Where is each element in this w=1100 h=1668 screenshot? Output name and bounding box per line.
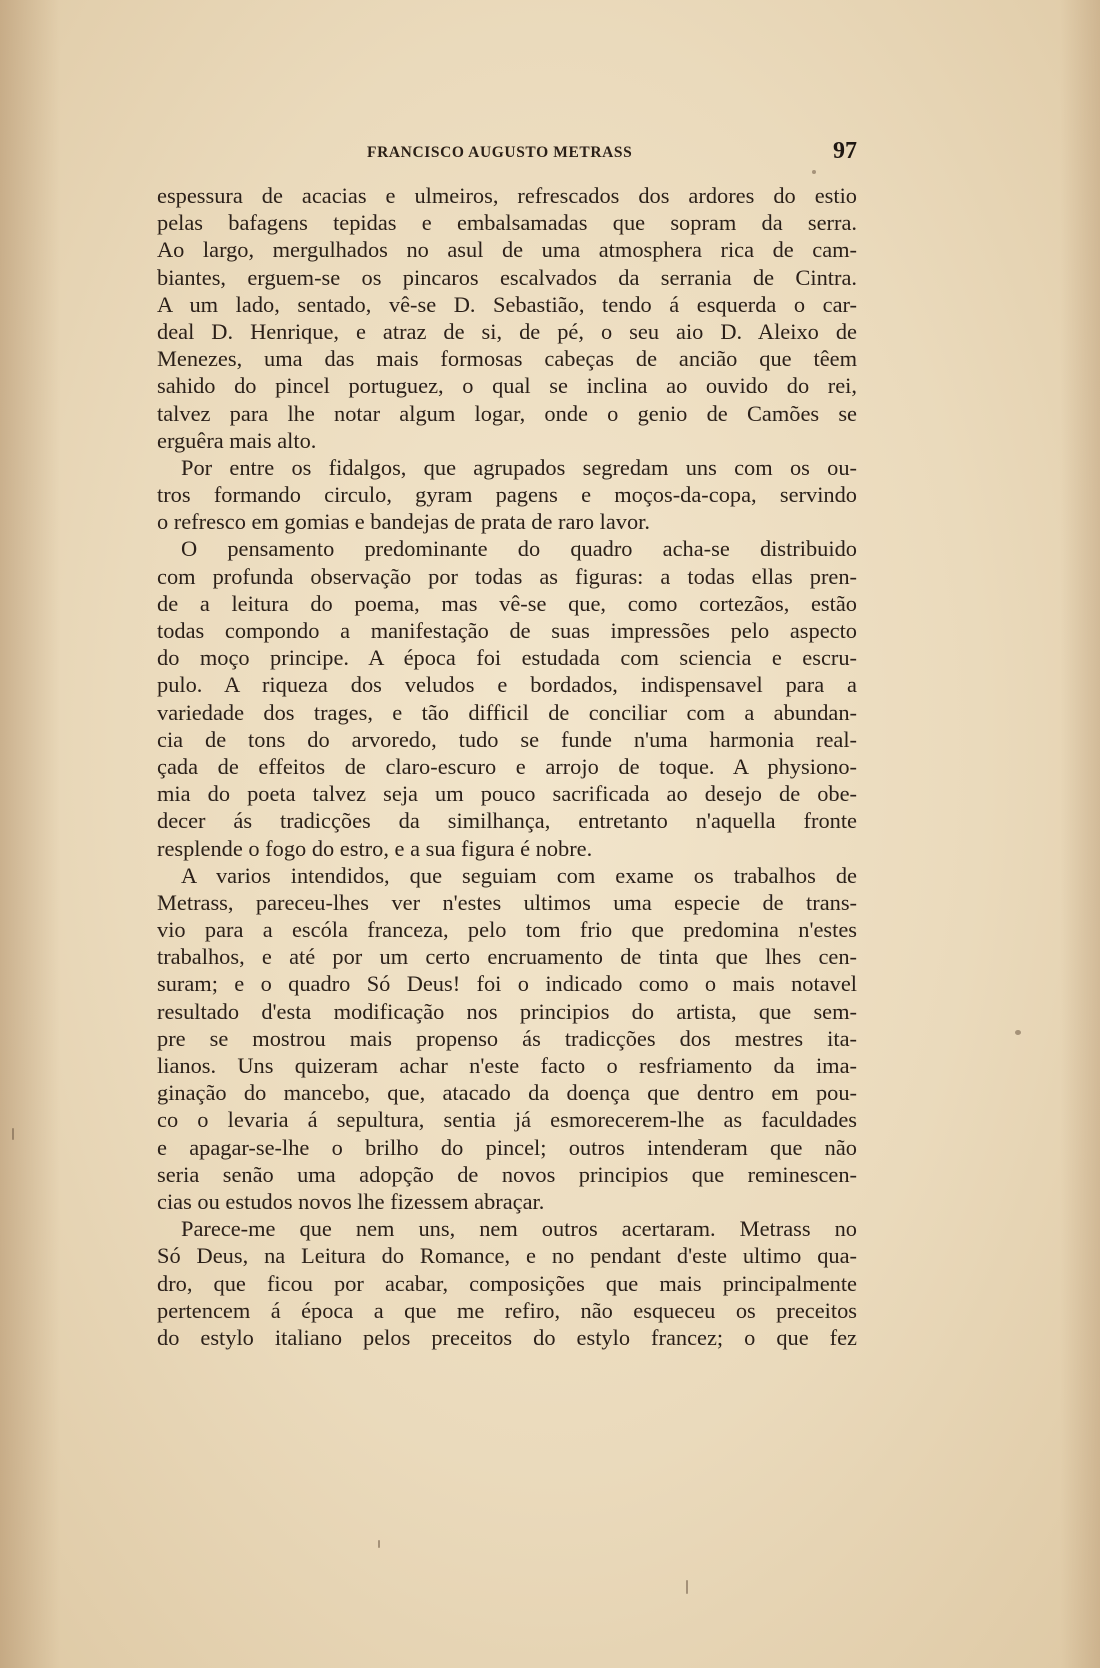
text-line: decer ás tradicções da similhança, entretanto n'aquella fronte	[157, 808, 857, 834]
text-line: talvez para lhe notar algum logar, onde o genio de Camões se	[157, 400, 857, 426]
ink-speck	[1015, 1030, 1021, 1035]
text-line: resplende o fogo do estro, e a sua figura é nobre.	[157, 835, 593, 861]
text-line: A um lado, sentado, vê-se D. Sebastião, tendo á esquerda o car-	[157, 291, 857, 317]
text-line: suram; e o quadro Só Deus! foi o indicado como o mais notavel	[157, 971, 857, 997]
text-line: cias ou estudos novos lhe fizessem abraçar.	[157, 1188, 545, 1214]
text-line: pertencem á época a que me refiro, não esqueceu os preceitos	[157, 1297, 857, 1323]
ink-speck	[686, 1580, 688, 1594]
text-line: trabalhos, e até por um certo encruamento de tinta que lhes cen-	[157, 944, 857, 970]
text-line: sahido do pincel portuguez, o qual se inclina ao ouvido do rei,	[157, 373, 857, 399]
ink-speck	[378, 1540, 380, 1548]
text-line: com profunda observação por todas as figuras: a todas ellas pren-	[157, 563, 857, 589]
text-line: vio para a escóla franceza, pelo tom frio que predomina n'estes	[157, 917, 857, 943]
ink-speck	[12, 1128, 14, 1140]
text-line: Ao largo, mergulhados no asul de uma atmosphera rica de cam-	[157, 237, 857, 263]
text-line: mia do poeta talvez seja um pouco sacrificada ao desejo de obe-	[157, 781, 857, 807]
body-text	[157, 182, 857, 1351]
text-line: erguêra mais alto.	[157, 427, 317, 453]
text-line: pelas bafagens tepidas e embalsamadas que sopram da serra.	[157, 210, 857, 236]
text-line: e apagar-se-lhe o brilho do pincel; outros intenderam que não	[157, 1134, 857, 1160]
text-line: seria senão uma adopção de novos principios que reminescen-	[157, 1161, 857, 1187]
text-line: tros formando circulo, gyram pagens e moços-da-copa, servindo	[157, 482, 857, 508]
text-line: Menezes, uma das mais formosas cabeças de ancião que têem	[157, 346, 857, 372]
text-line: Por entre os fidalgos, que agrupados segredam uns com os ou-	[181, 454, 857, 480]
text-line: A varios intendidos, que seguiam com exame os trabalhos de	[181, 862, 857, 888]
text-line: Só Deus, na Leitura do Romance, e no pendant d'este ultimo qua-	[157, 1243, 857, 1269]
text-line: ginação do mancebo, que, atacado da doença que dentro em pou-	[157, 1080, 857, 1106]
text-line: todas compondo a manifestação de suas impressões pelo aspecto	[157, 618, 857, 643]
text-line: resultado d'esta modificação nos principios do artista, que sem-	[157, 998, 857, 1024]
text-line: Parece-me que nem uns, nem outros acertaram. Metrass no	[181, 1216, 857, 1242]
text-line: cia de tons do arvoredo, tudo se funde n'uma harmonia real-	[157, 726, 857, 752]
text-line: pulo. A riqueza dos veludos e bordados, indispensavel para a	[157, 672, 857, 698]
text-line: biantes, erguem-se os pincaros escalvados da serrania de Cintra.	[157, 264, 857, 290]
running-head	[157, 140, 857, 170]
text-line: de a leitura do poema, mas vê-se que, como cortezãos, estão	[157, 590, 857, 616]
text-line: co o levaria á sepultura, sentia já esmorecerem-lhe as faculdades	[157, 1107, 857, 1133]
text-line: espessura de acacias e ulmeiros, refrescados dos ardores do estio	[157, 183, 857, 208]
text-line: pre se mostrou mais propenso ás tradicções dos mestres ita-	[157, 1025, 857, 1051]
running-title: FRANCISCO AUGUSTO METRASS	[367, 144, 633, 161]
text-line: Metrass, pareceu-lhes ver n'estes ultimos uma especie de trans-	[157, 889, 857, 915]
text-line: do estylo italiano pelos preceitos do estylo francez; o que fez	[157, 1324, 857, 1350]
text-line: variedade dos trages, e tão difficil de conciliar com a abundan-	[157, 699, 857, 725]
page-number: 97	[833, 138, 857, 164]
text-line: o refresco em gomias e bandejas de prata de raro lavor.	[157, 509, 650, 535]
text-line: lianos. Uns quizeram achar n'este facto o resfriamento da ima-	[157, 1053, 857, 1078]
text-line: dro, que ficou por acabar, composições que mais principalmente	[157, 1270, 857, 1296]
text-line: O pensamento predominante do quadro acha-se distribuido	[181, 536, 857, 562]
text-line: deal D. Henrique, e atraz de si, de pé, o seu aio D. Aleixo de	[157, 318, 857, 344]
text-line: do moço principe. A época foi estudada com sciencia e escru-	[157, 645, 857, 671]
ink-speck	[812, 170, 816, 174]
text-line: çada de effeitos de claro-escuro e arrojo de toque. A physiono-	[157, 753, 857, 779]
